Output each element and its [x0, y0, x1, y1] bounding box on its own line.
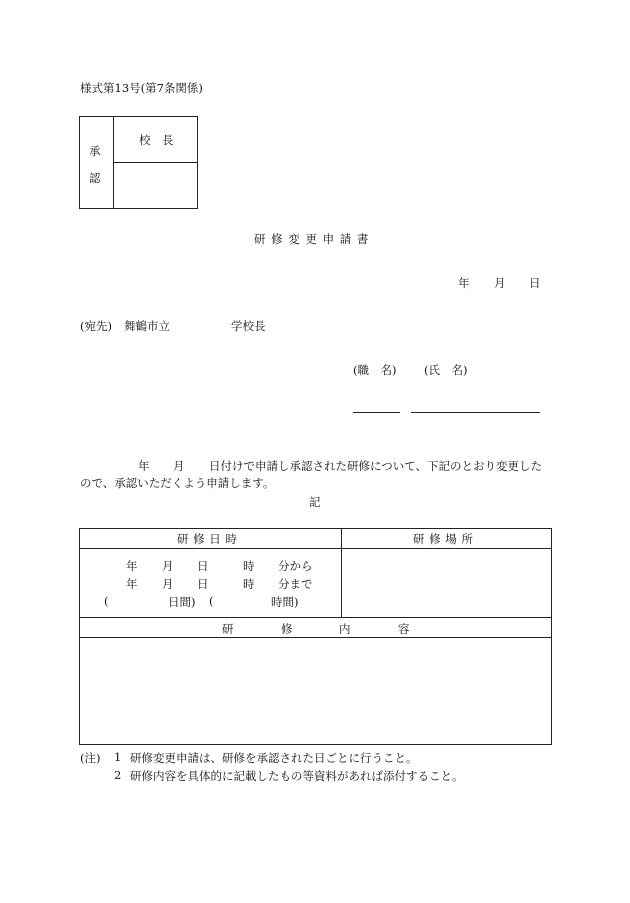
content-header-3: 内 — [339, 622, 351, 636]
hours-label: 時間) — [271, 595, 299, 609]
body-line-2: ので、承認いただくよう申請します。 — [80, 476, 275, 490]
note-1-number: 1 — [114, 750, 122, 764]
ki-label: 記 — [309, 495, 321, 509]
note-1-text: 研修変更申請は、研修を承認された日ごとに行うこと。 — [130, 751, 418, 765]
date-day-label: 日 — [529, 276, 541, 290]
principal-seal-field[interactable] — [115, 164, 197, 208]
document-title: 研 修 変 更 申 請 書 — [254, 232, 370, 246]
body-month: 月 — [173, 459, 185, 473]
approval-label-1: 承 — [89, 144, 101, 158]
position-signature-line[interactable] — [353, 412, 400, 413]
content-header-1: 研 — [222, 622, 234, 636]
addressee-suffix: 学校長 — [231, 319, 266, 333]
date-year-label: 年 — [458, 276, 470, 290]
form-number: 様式第13号(第7条関係) — [80, 81, 203, 95]
date-month-label: 月 — [494, 276, 506, 290]
note-2-text: 研修内容を具体的に記載したもの等資料があれば添付すること。 — [130, 769, 464, 783]
position-label: (職 名) — [353, 363, 397, 377]
place-field[interactable] — [343, 550, 550, 616]
notes-prefix: (注) — [80, 751, 101, 765]
content-field[interactable] — [81, 639, 550, 743]
addressee-prefix: (宛先) — [80, 319, 112, 333]
from-month: 月 — [162, 559, 174, 573]
content-header-2: 修 — [281, 622, 293, 636]
to-minute: 分まで — [278, 577, 313, 591]
to-hour: 時 — [243, 577, 255, 591]
note-2-number: 2 — [114, 768, 122, 782]
header-datetime: 研 修 日 時 — [177, 532, 238, 546]
name-label: (氏 名) — [424, 363, 468, 377]
hours-open-paren: ( — [209, 594, 214, 608]
from-hour: 時 — [243, 559, 255, 573]
from-minute: 分から — [278, 559, 313, 573]
name-signature-line[interactable] — [411, 412, 540, 413]
approval-label-2: 認 — [89, 171, 101, 185]
addressee-city: 舞鶴市立 — [124, 319, 170, 333]
body-year: 年 — [138, 459, 150, 473]
from-year: 年 — [126, 559, 138, 573]
header-place: 研 修 場 所 — [413, 532, 474, 546]
to-month: 月 — [162, 577, 174, 591]
to-day: 日 — [197, 577, 209, 591]
from-day: 日 — [197, 559, 209, 573]
principal-label: 校 長 — [139, 133, 174, 147]
days-open-paren: ( — [104, 594, 109, 608]
days-label: 日間) — [168, 595, 196, 609]
to-year: 年 — [126, 577, 138, 591]
body-line-1: 日付けで申請し承認された研修について、下記のとおり変更した — [209, 459, 543, 473]
content-header-4: 容 — [398, 622, 410, 636]
